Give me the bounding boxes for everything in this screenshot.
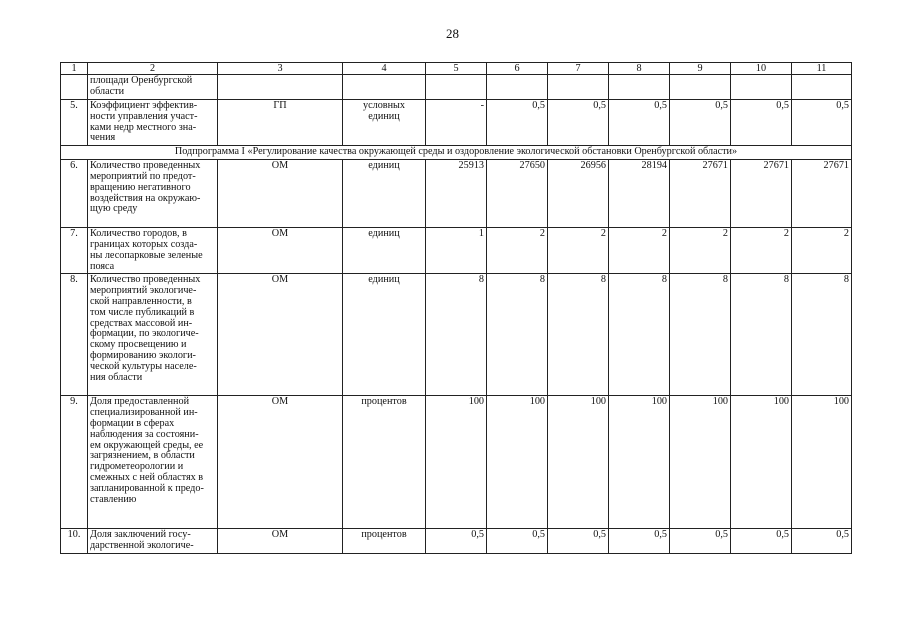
column-number-row <box>61 63 852 75</box>
table-row <box>61 100 852 146</box>
indicator-name: Доля предоставленной специализированной ин- формации в сферах наблюдения за состояни- ем окружающей среды, ее загрязнением, в области гидрометеорологии и смежных с ней областях в запланированной к предо- ставлению <box>88 396 218 529</box>
value-cell: 8 <box>792 274 852 396</box>
unit <box>343 75 426 100</box>
column-number: 7 <box>548 63 609 75</box>
indicator-name: Количество проведенных мероприятий экологиче- ской направленности, в том числе публикаций в средствах массовой ин- формации, по экологиче- скому просвещению и формированию экологи- ческой культуры населе- ния области <box>88 274 218 396</box>
value-cell: - <box>426 100 487 146</box>
column-number: 4 <box>343 63 426 75</box>
value-cell <box>487 75 548 100</box>
value-cell: 2 <box>609 228 670 274</box>
value-cell: 100 <box>426 396 487 529</box>
value-cell: 0,5 <box>487 529 548 554</box>
column-number: 10 <box>731 63 792 75</box>
row-number: 9. <box>61 396 88 529</box>
value-cell: 1 <box>426 228 487 274</box>
row-number: 6. <box>61 160 88 228</box>
value-cell: 2 <box>792 228 852 274</box>
value-cell: 0,5 <box>426 529 487 554</box>
column-number: 2 <box>88 63 218 75</box>
value-cell: 0,5 <box>487 100 548 146</box>
value-cell: 0,5 <box>609 100 670 146</box>
table-row <box>61 228 852 274</box>
value-cell: 2 <box>670 228 731 274</box>
column-number: 6 <box>487 63 548 75</box>
row-number: 5. <box>61 100 88 146</box>
value-cell: 8 <box>670 274 731 396</box>
value-cell: 8 <box>609 274 670 396</box>
indicator-name: площади Оренбургской области <box>88 75 218 100</box>
subprogram-row <box>61 146 852 160</box>
indicator-type <box>218 75 343 100</box>
value-cell: 2 <box>548 228 609 274</box>
value-cell: 0,5 <box>792 100 852 146</box>
page-number: 28 <box>446 26 459 41</box>
column-number: 1 <box>61 63 88 75</box>
value-cell: 8 <box>487 274 548 396</box>
value-cell: 26956 <box>548 160 609 228</box>
unit: условных единиц <box>343 100 426 146</box>
value-cell: 100 <box>792 396 852 529</box>
value-cell: 0,5 <box>731 529 792 554</box>
table-row <box>61 75 852 100</box>
value-cell: 8 <box>426 274 487 396</box>
indicator-type: ОМ <box>218 529 343 554</box>
value-cell <box>670 75 731 100</box>
value-cell: 27671 <box>670 160 731 228</box>
indicator-name: Коэффициент эффектив- ности управления участ- ками недр местного зна- чения <box>88 100 218 146</box>
value-cell: 0,5 <box>609 529 670 554</box>
indicator-name: Количество городов, в границах которых созда- ны лесопарковые зеленые пояса <box>88 228 218 274</box>
value-cell: 8 <box>548 274 609 396</box>
value-cell: 0,5 <box>548 529 609 554</box>
column-number: 5 <box>426 63 487 75</box>
indicator-type: ОМ <box>218 160 343 228</box>
value-cell: 2 <box>487 228 548 274</box>
column-number: 3 <box>218 63 343 75</box>
subprogram-title: Подпрограмма I «Регулирование качества окружающей среды и оздоровление экологической обстановки Оренбургской области» <box>61 146 852 160</box>
value-cell: 100 <box>670 396 731 529</box>
column-number: 9 <box>670 63 731 75</box>
unit: единиц <box>343 160 426 228</box>
row-number: 10. <box>61 529 88 554</box>
value-cell: 0,5 <box>548 100 609 146</box>
value-cell: 25913 <box>426 160 487 228</box>
column-number: 11 <box>792 63 852 75</box>
value-cell: 0,5 <box>731 100 792 146</box>
unit: единиц <box>343 274 426 396</box>
value-cell <box>609 75 670 100</box>
unit: единиц <box>343 228 426 274</box>
row-number: 8. <box>61 274 88 396</box>
indicator-name: Количество проведенных мероприятий по предот- вращению негативного воздействия на окружаю- щую среду <box>88 160 218 228</box>
indicator-type: ОМ <box>218 274 343 396</box>
indicator-type: ГП <box>218 100 343 146</box>
value-cell: 100 <box>548 396 609 529</box>
table-row <box>61 396 852 529</box>
table-row <box>61 160 852 228</box>
row-number <box>61 75 88 100</box>
value-cell: 0,5 <box>792 529 852 554</box>
row-number: 7. <box>61 228 88 274</box>
value-cell: 100 <box>487 396 548 529</box>
indicators-table <box>60 62 852 554</box>
value-cell: 27671 <box>731 160 792 228</box>
value-cell: 8 <box>731 274 792 396</box>
value-cell <box>731 75 792 100</box>
value-cell: 100 <box>609 396 670 529</box>
value-cell: 28194 <box>609 160 670 228</box>
unit: процентов <box>343 396 426 529</box>
indicator-name: Доля заключений госу- дарственной экологиче- <box>88 529 218 554</box>
value-cell <box>548 75 609 100</box>
value-cell: 100 <box>731 396 792 529</box>
value-cell: 27650 <box>487 160 548 228</box>
value-cell <box>426 75 487 100</box>
column-number: 8 <box>609 63 670 75</box>
unit: процентов <box>343 529 426 554</box>
value-cell: 27671 <box>792 160 852 228</box>
table-row <box>61 529 852 554</box>
indicator-type: ОМ <box>218 228 343 274</box>
value-cell <box>792 75 852 100</box>
value-cell: 0,5 <box>670 100 731 146</box>
value-cell: 2 <box>731 228 792 274</box>
indicator-type: ОМ <box>218 396 343 529</box>
value-cell: 0,5 <box>670 529 731 554</box>
table-row <box>61 274 852 396</box>
